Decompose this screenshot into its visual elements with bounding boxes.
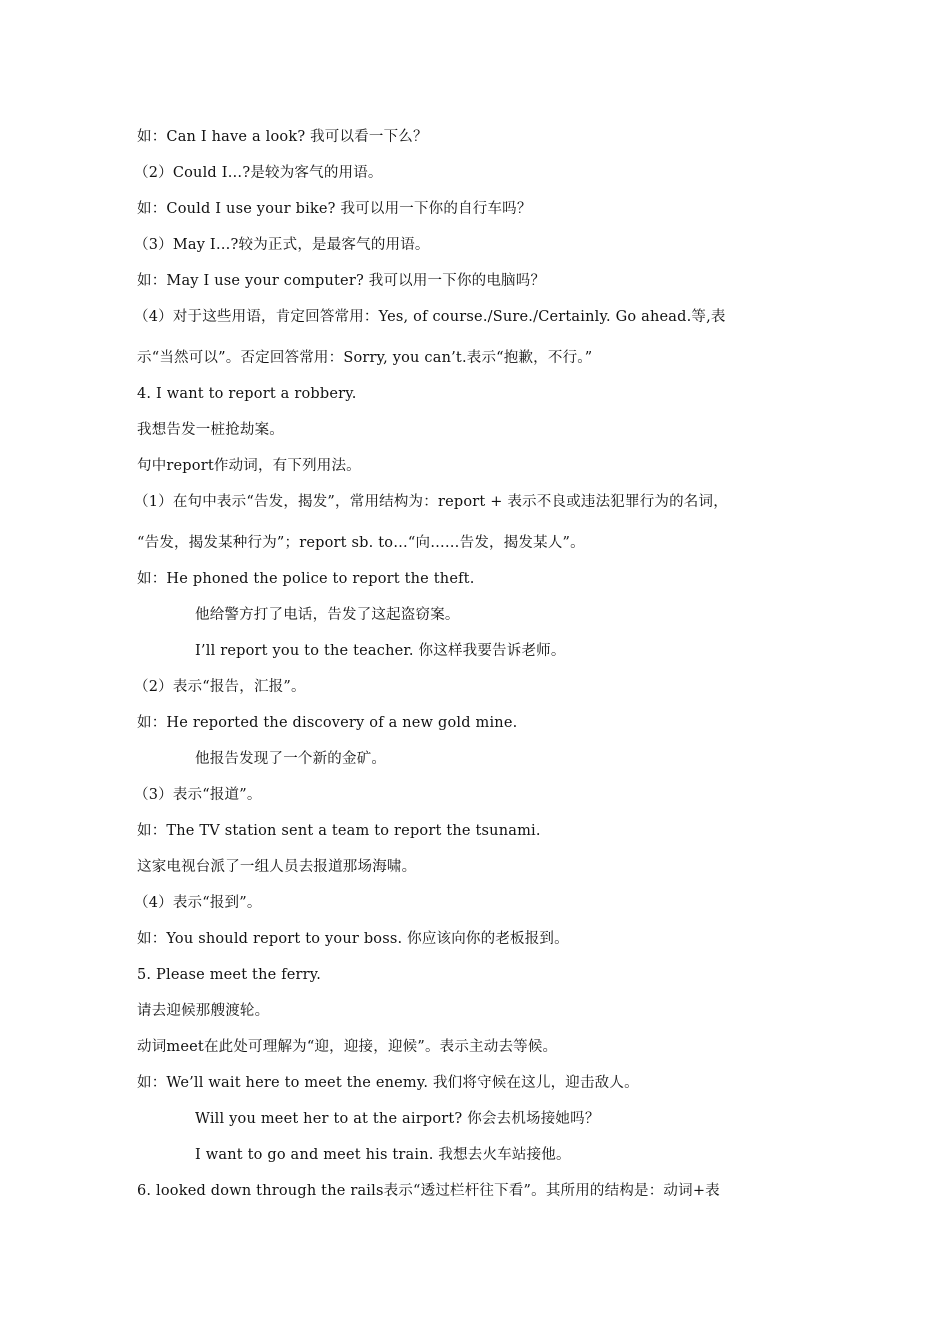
text-line: 句中report作动词，有下列用法。 [137,458,361,474]
text-line: I want to go and meet his train. 我想去火车站接他。 [195,1147,571,1163]
text-line: I’ll report you to the teacher. 你这样我要告诉老师。 [195,643,566,659]
text-line: 请去迎候那艘渡轮。 [137,1003,270,1019]
text-line: “告发，揭发某种行为”；report sb. to…“向……告发，揭发某人”。 [137,535,585,551]
text-line: 6. looked down through the rails表示“透过栏杆往下看”。其所用的结构是：动词+表 [137,1183,720,1199]
text-line: 如：You should report to your boss. 你应该向你的老板报到。 [137,931,569,947]
text-line: （2）Could I…?是较为客气的用语。 [134,165,383,181]
text-line: 示“当然可以”。否定回答常用：Sorry, you can’t.表示“抱歉，不行。” [137,350,593,366]
text-line: （2）表示“报告，汇报”。 [134,679,306,695]
text-line: 如：He reported the discovery of a new gold mine. [137,715,518,731]
text-line: （3）May I…?较为正式，是最客气的用语。 [134,237,430,253]
text-line: 如：Could I use your bike? 我可以用一下你的自行车吗？ [137,201,532,217]
text-line: 动词meet在此处可理解为“迎，迎接，迎候”。表示主动去等候。 [137,1039,558,1055]
text-line: 如：Can I have a look? 我可以看一下么？ [137,129,428,145]
text-line: 如：The TV station sent a team to report the tsunami. [137,823,541,839]
text-line: 这家电视台派了一组人员去报道那场海啸。 [137,859,417,875]
text-line: 5. Please meet the ferry. [137,967,322,983]
text-line: 我想告发一桩抢劫案。 [137,422,284,438]
text-line: 如：May I use your computer? 我可以用一下你的电脑吗？ [137,273,546,289]
text-line: 他给警方打了电话，告发了这起盗窃案。 [195,607,460,623]
text-line: 4. I want to report a robbery. [137,386,357,402]
text-line: （4）对于这些用语，肯定回答常用：Yes, of course./Sure./Certainly. Go ahead.等,表 [134,309,726,325]
text-line: （4）表示“报到”。 [134,895,262,911]
text-line: 如：We’ll wait here to meet the enemy. 我们将守候在这儿，迎击敌人。 [137,1075,639,1091]
text-line: （1）在句中表示“告发，揭发”，常用结构为：report + 表示不良或违法犯罪行为的名词， [134,494,728,510]
text-line: 他报告发现了一个新的金矿。 [195,751,387,767]
text-line: （3）表示“报道”。 [134,787,262,803]
text-line: 如：He phoned the police to report the theft. [137,571,475,587]
text-line: Will you meet her to at the airport? 你会去机场接她吗？ [195,1111,600,1127]
